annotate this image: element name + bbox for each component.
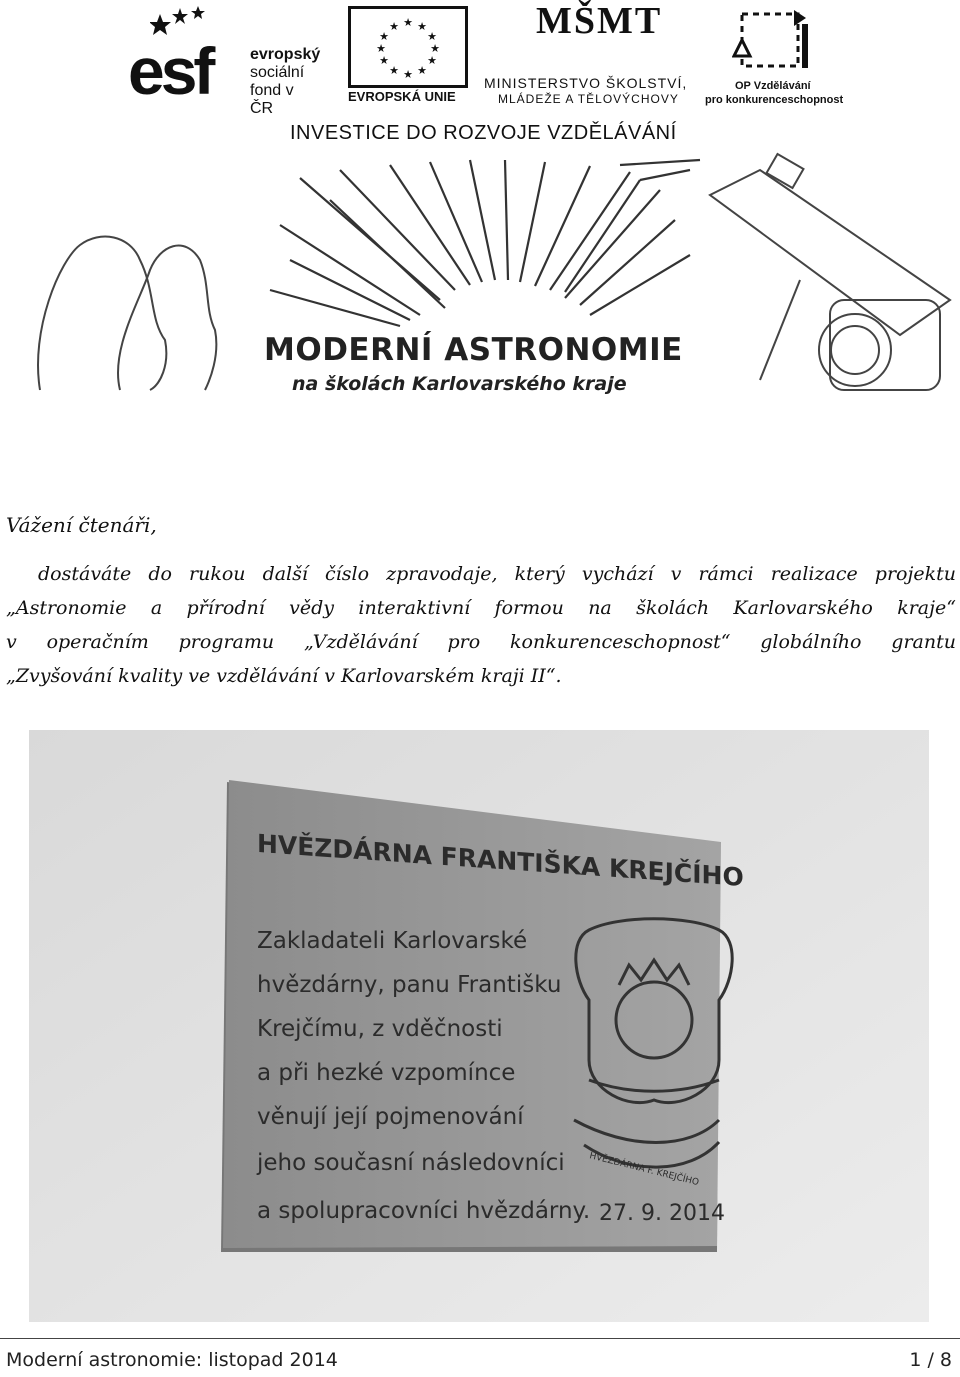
esf-word-2: sociální xyxy=(250,64,305,81)
plaque-date: 27. 9. 2014 xyxy=(599,1201,725,1226)
svg-text:★: ★ xyxy=(417,64,427,77)
svg-text:★: ★ xyxy=(379,54,389,67)
op-logo-icon xyxy=(732,4,812,76)
svg-text:★: ★ xyxy=(417,20,427,33)
msmt-line-1: MINISTERSTVO ŠKOLSTVÍ, xyxy=(484,75,688,91)
banner-title: MODERNÍ ASTRONOMIE xyxy=(264,332,683,368)
op-line-2: pro konkurenceschopnost xyxy=(705,94,844,106)
esf-words xyxy=(250,46,320,118)
svg-text:★: ★ xyxy=(389,20,399,33)
eu-stars-icon xyxy=(351,9,465,85)
op-line-1: OP Vzdělávání xyxy=(735,80,811,92)
esf-word-1: evropský xyxy=(250,46,321,63)
eu-label: EVROPSKÁ UNIE xyxy=(348,89,456,104)
svg-text:★: ★ xyxy=(403,68,413,81)
svg-text:★: ★ xyxy=(389,64,399,77)
letter-line-3: v operačním programu „Vzdělávání pro konkurenceschopnost“ globálního grantu xyxy=(6,631,956,653)
plaque-line-2: hvězdárny, panu Františku xyxy=(257,972,562,998)
msmt-logo-mark: MŠMT xyxy=(536,0,663,42)
footer-page-number: 1 / 8 xyxy=(909,1349,952,1371)
letter-line-1: dostáváte do rukou další číslo zpravodaje, který vychází v rámci realizace projektu xyxy=(38,563,956,585)
plaque-line-3: Krejčímu, z vděčnosti xyxy=(257,1016,503,1042)
plaque-line-6: jeho současní následovníci xyxy=(257,1150,565,1176)
esf-letters: esf xyxy=(128,34,212,108)
plaque-heading: HVĚZDÁRNA FRANTIŠKA KREJČÍHO xyxy=(257,828,744,892)
svg-text:★: ★ xyxy=(376,42,386,55)
banner-illustration xyxy=(0,150,960,410)
plaque-line-5: věnují její pojmenování xyxy=(257,1104,524,1130)
plaque-line-1: Zakladateli Karlovarské xyxy=(257,928,528,954)
emblem-ribbon-text: HVĚZDÁRNA F. KREJČÍHO xyxy=(588,1151,700,1189)
letter-line-4: „Zvyšování kvality ve vzdělávání v Karlovarském kraji II“. xyxy=(6,665,562,687)
investice-tagline: INVESTICE DO ROZVOJE VZDĚLÁVÁNÍ xyxy=(290,122,677,144)
plaque-line-4: a při hezké vzpomínce xyxy=(257,1060,516,1086)
letter-greeting: Vážení čtenáři, xyxy=(6,513,157,537)
svg-text:★: ★ xyxy=(427,30,437,43)
svg-text:★: ★ xyxy=(427,54,437,67)
esf-word-3: fond v ČR xyxy=(250,82,294,117)
svg-text:★: ★ xyxy=(379,30,389,43)
footer-publication: Moderní astronomie: listopad 2014 xyxy=(6,1349,338,1371)
plaque-photo xyxy=(29,730,929,1322)
svg-text:★: ★ xyxy=(403,16,413,29)
msmt-line-2: MLÁDEŽE A TĚLOVÝCHOVY xyxy=(498,92,679,106)
plaque-line-7: a spolupracovníci hvězdárny. xyxy=(257,1198,591,1224)
eu-flag-icon xyxy=(348,6,468,88)
banner-subtitle: na školách Karlovarského kraje xyxy=(292,373,627,395)
svg-text:★: ★ xyxy=(430,42,440,55)
letter-line-2: „Astronomie a přírodní vědy interaktivní formou na školách Karlovarského kraje“ xyxy=(6,597,956,619)
footer-rule xyxy=(0,1338,960,1339)
